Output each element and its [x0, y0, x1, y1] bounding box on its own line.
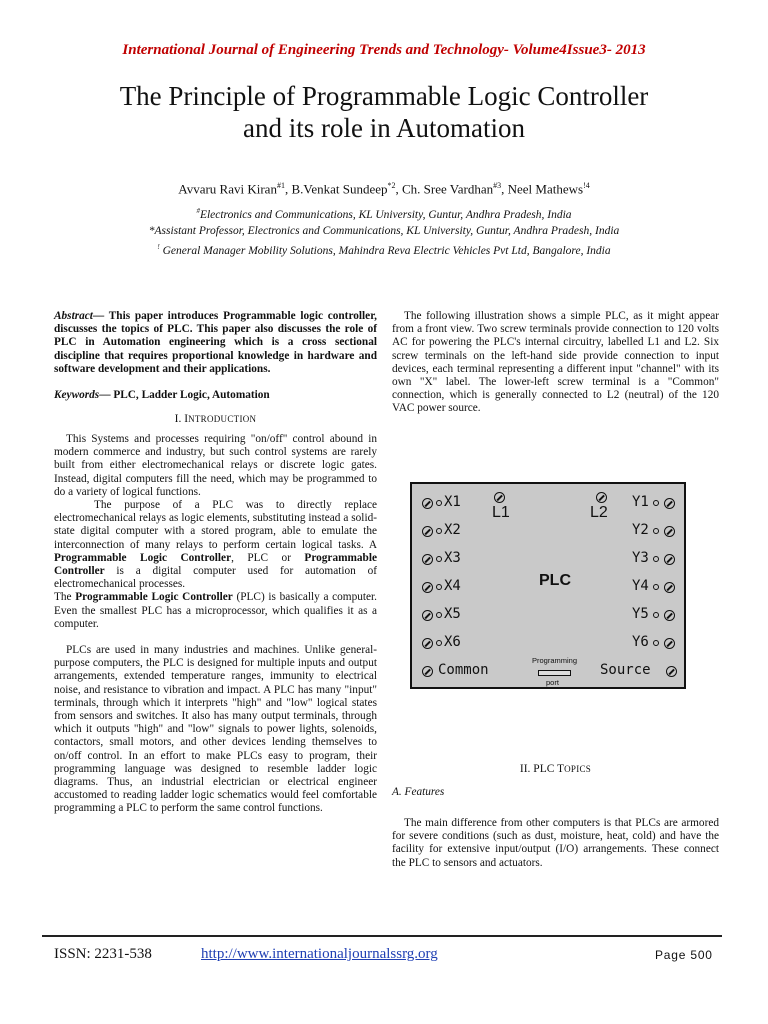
screw-icon	[422, 582, 433, 593]
terminal-hole-icon	[436, 640, 442, 646]
footer-issn: ISSN: 2231-538	[54, 946, 152, 962]
output-terminal-label: Y4	[632, 578, 649, 594]
subsection-features: A. Features	[392, 786, 445, 798]
screw-icon	[422, 526, 433, 537]
terminal-label-l1: L1	[492, 504, 510, 521]
input-terminal-label: X3	[444, 550, 461, 566]
intro-paragraph-3: The Programmable Logic Controller (PLC) is basically a computer. Even the smallest PLC has a microprocessor, which qualifies it as a computer.	[54, 591, 377, 630]
journal-header: International Journal of Engineering Trends and Technology- Volume4Issue3- 2013	[122, 42, 646, 58]
screw-icon	[422, 610, 433, 621]
keywords: Keywords— PLC, Ladder Logic, Automation	[54, 389, 270, 401]
footer-url-link[interactable]: http://www.internationaljournalssrg.org	[201, 946, 438, 962]
intro-paragraph-2: The purpose of a PLC was to directly replace electromechanical relays as logic elements, substituting instead a solid-state digital computer with a stored program, able to emulate the interconnection of many relays to perform certain logical tasks. A Programmable Logic Controller, PLC or Programmable Controller is a digital computer used for automation of electromechanical processes.	[54, 499, 377, 591]
abstract-label: Abstract	[54, 310, 93, 322]
screw-icon	[422, 554, 433, 565]
abstract	[54, 310, 377, 376]
intro-paragraph-1: This Systems and processes requiring "on/off" control abound in modern commerce and industry, but such control systems are rarely built from either electromechanical relays or discrete logic gates. Instead, digital computers fill the need, which may be programmed to do a variety of logical functions.	[54, 433, 377, 498]
output-terminal-label: Y6	[632, 634, 649, 650]
terminal-hole-icon	[653, 640, 659, 646]
screw-icon	[422, 666, 433, 677]
plc-label: PLC	[539, 572, 571, 589]
terminal-hole-icon	[436, 556, 442, 562]
output-terminal-label: Y2	[632, 522, 649, 538]
output-terminal-label: Y1	[632, 494, 649, 510]
author-2: , B.Venkat Sundeep	[284, 181, 388, 197]
author-4-mark: !4	[583, 181, 590, 190]
output-terminal-label: Y3	[632, 550, 649, 566]
terminal-hole-icon	[436, 584, 442, 590]
input-terminal-label: X1	[444, 494, 461, 510]
input-terminal-label: X6	[444, 634, 461, 650]
screw-icon	[664, 610, 675, 621]
plc-front-view-figure	[410, 482, 686, 689]
features-paragraph: The main difference from other computers is that PLCs are armored for severe conditions (such as dust, moisture, heat, cold) and have the facility for extensive input/output (I/O) arrangements. These connect the PLC to sensors and actuators.	[392, 817, 719, 869]
terminal-hole-icon	[653, 556, 659, 562]
plc-description: The following illustration shows a simple PLC, as it might appear from a front view. Two screw terminals provide connection to 120 volts AC for powering the PLC's internal circuitry, labelled L1 and L2. Six screw terminals on the left-hand side provide connection to input devices, each terminal representing a different input "channel" with its own "X" label. The lower-left screw terminal is a "Common" connection, which is generally connected to L2 (neutral) of the 120 VAC power source.	[392, 310, 719, 415]
section-heading-introduction: I. INTRODUCTION	[174, 413, 257, 425]
terminal-label-common: Common	[438, 662, 489, 678]
terminal-label-source: Source	[600, 662, 651, 678]
title-line-2: and its role in Automation	[243, 113, 525, 143]
screw-icon	[666, 666, 677, 677]
title-line-1: The Principle of Programmable Logic Controller	[119, 81, 649, 111]
abstract-text: — This paper introduces Programmable logic controller, discusses the topics of PLC. This paper also discusses the role of PLC in Automation engineering which is a cross sectional discipline that requires proportional knowledge in hardware and software development and their applications.	[54, 310, 377, 375]
input-terminal-label: X2	[444, 522, 461, 538]
screw-icon	[664, 638, 675, 649]
author-3: , Ch. Sree Vardhan	[395, 181, 494, 197]
affiliation-3: ! General Manager Mobility Solutions, Mahindra Reva Electric Vehicles Pvt Ltd, Bangalore, India	[157, 243, 611, 257]
programming-port-label-2: port	[546, 678, 559, 687]
author-2-mark: *2	[387, 181, 396, 190]
intro-body	[54, 433, 377, 816]
terminal-label-l2: L2	[590, 504, 608, 521]
terminal-hole-icon	[653, 584, 659, 590]
paper-title	[0, 80, 768, 144]
terminal-hole-icon	[653, 612, 659, 618]
affiliation-2: *Assistant Professor, Electronics and Communications, KL University, Guntur, Andhra Pradesh, India	[148, 225, 620, 237]
screw-icon	[494, 492, 505, 503]
input-terminal-label: X5	[444, 606, 461, 622]
section-heading-plc-topics: II. PLC TOPICS	[519, 763, 592, 775]
input-terminal-label: X4	[444, 578, 461, 594]
author-1-mark: #1	[276, 181, 285, 190]
output-terminal-label: Y5	[632, 606, 649, 622]
screw-icon	[664, 498, 675, 509]
programming-port	[538, 670, 571, 676]
screw-icon	[422, 638, 433, 649]
footer-page-number: Page 500	[655, 948, 713, 962]
footer-rule	[42, 935, 722, 937]
author-1: Avvaru Ravi Kiran	[178, 181, 277, 197]
screw-icon	[422, 498, 433, 509]
author-list	[0, 181, 768, 197]
screw-icon	[596, 492, 607, 503]
affiliation-1: #Electronics and Communications, KL University, Guntur, Andhra Pradesh, India	[196, 207, 572, 221]
screw-icon	[664, 526, 675, 537]
terminal-hole-icon	[436, 612, 442, 618]
terminal-hole-icon	[653, 500, 659, 506]
author-3-mark: #3	[493, 181, 502, 190]
programming-port-label: Programming	[532, 656, 578, 665]
terminal-hole-icon	[436, 500, 442, 506]
terminal-hole-icon	[436, 528, 442, 534]
terminal-hole-icon	[653, 528, 659, 534]
intro-paragraph-4: PLCs are used in many industries and machines. Unlike general-purpose computers, the PLC is designed for multiple inputs and output arrangements, extended temperature ranges, immunity to electrical noise, and resistance to vibration and impact. A PLC has many "input" terminals, through which it interprets "high" and "low" logical states from sensors and switches. It also has many output terminals, through which it outputs "high" and "low" signals to power lights, solenoids, contactors, small motors, and other devices lending themselves to on/off control. In an effort to make PLCs easy to program, their programming language was designed to resemble ladder logic diagrams. Thus, an industrial electrician or electrical engineer accustomed to reading ladder logic schematics would feel comfortable programming a PLC to perform the same control functions.	[54, 644, 377, 815]
screw-icon	[664, 582, 675, 593]
author-4: , Neel Mathews	[501, 181, 584, 197]
screw-icon	[664, 554, 675, 565]
